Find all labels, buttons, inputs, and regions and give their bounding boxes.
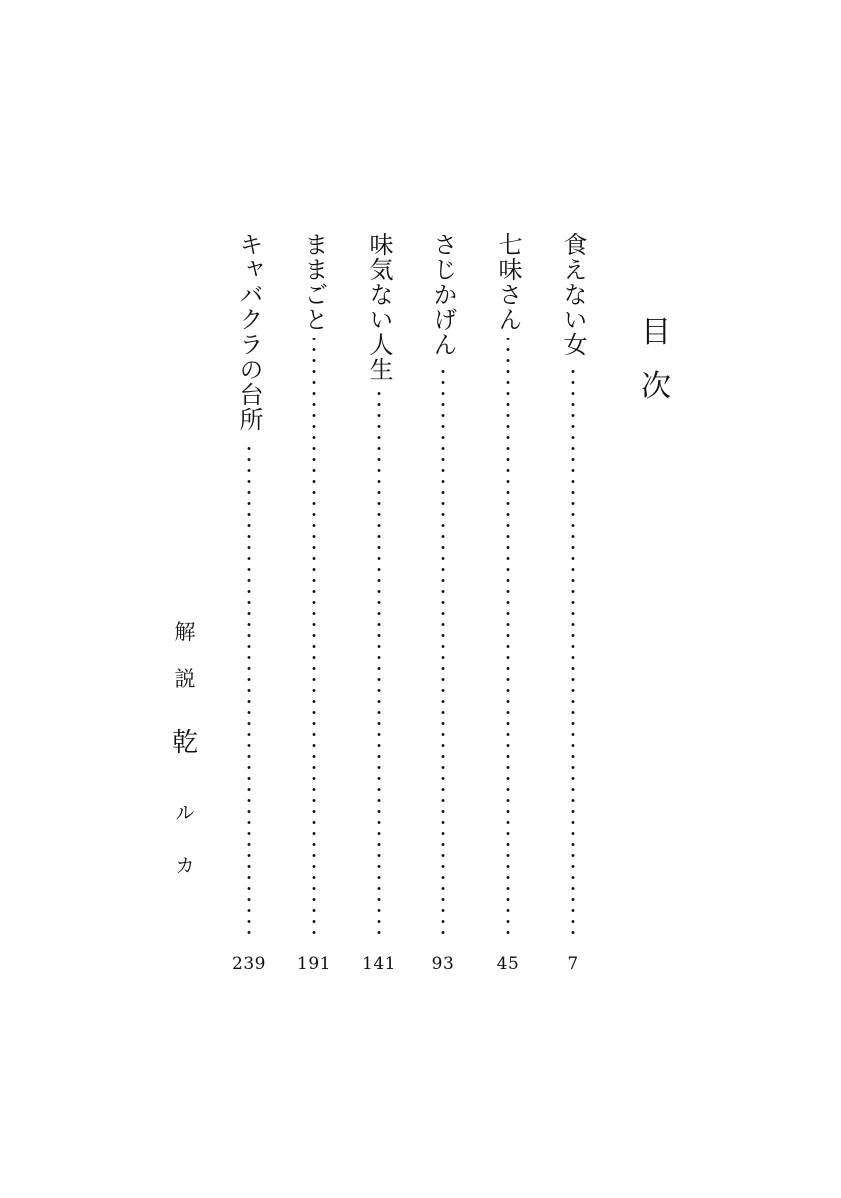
dotted-leader [247, 442, 251, 938]
dotted-leader [441, 364, 445, 938]
commentary-author-char: カ [175, 855, 195, 877]
commentary-author-char: 乾 [171, 728, 198, 758]
commentary-label-char: 説 [174, 667, 196, 691]
toc-entry-title: キャバクラの台所 [235, 232, 263, 432]
toc-entry-page-number: 191 [297, 954, 331, 974]
toc-entry-title: 味気ない人生 [365, 232, 393, 382]
toc-entry-1[interactable] [556, 232, 590, 974]
commentary-author-char: ル [175, 802, 195, 824]
toc-entry-3[interactable] [426, 232, 460, 974]
toc-entry-6[interactable] [232, 232, 266, 974]
toc-entry-4[interactable] [362, 232, 396, 974]
dotted-leader [312, 338, 316, 938]
toc-entry-page-number: 93 [431, 954, 455, 974]
toc-entry-page-number: 7 [567, 954, 579, 974]
toc-heading-char: 目 [641, 315, 671, 350]
commentary-label-char: 解 [174, 620, 196, 644]
toc-entry-title: 七味さん [494, 232, 522, 332]
dotted-leader [506, 338, 510, 938]
dotted-leader [377, 390, 381, 938]
toc-heading-char: 次 [641, 369, 671, 404]
toc-entry-page-number: 141 [362, 954, 396, 974]
toc-entry-title: ままごと [300, 232, 328, 332]
toc-entry-2[interactable] [491, 232, 525, 974]
toc-entry-5[interactable] [297, 232, 331, 974]
toc-entry-page-number: 45 [496, 954, 520, 974]
toc-entry-title: さじかげん [429, 232, 457, 357]
toc-entry-title: 食えない女 [559, 232, 587, 357]
toc-heading [636, 315, 676, 404]
commentary-credit [166, 622, 204, 876]
toc-entry-page-number: 239 [232, 954, 266, 974]
dotted-leader [571, 364, 575, 938]
